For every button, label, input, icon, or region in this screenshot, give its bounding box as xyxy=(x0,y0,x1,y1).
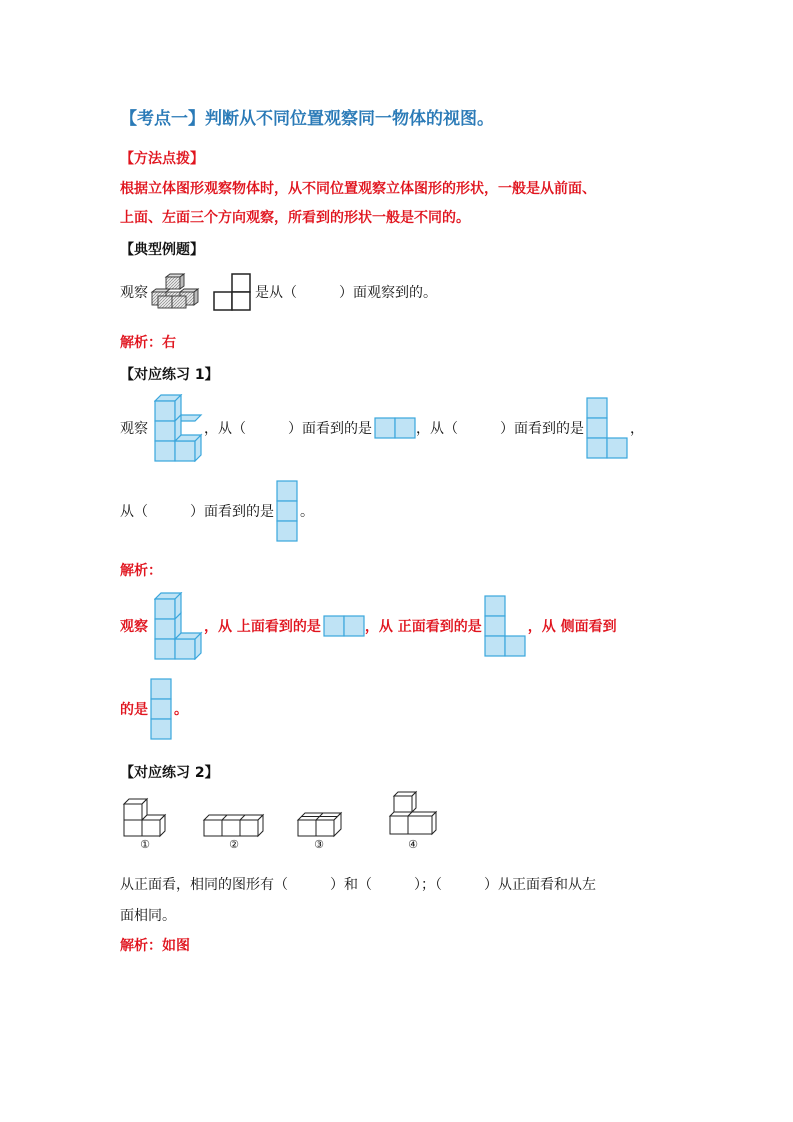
practice2-question-line2: 面相同。 xyxy=(120,908,176,924)
example-answer-label: 解析： xyxy=(120,335,162,351)
practice1-q-part3: ， xyxy=(630,421,644,437)
figure-label-2: ② xyxy=(229,838,239,851)
method-line-1: 根据立体图形观察物体时，从不同位置观察立体图形的形状，一般是从前面、 xyxy=(120,181,596,197)
practice2-question-line1: 从正面看，相同的图形有（ ）和（ ）；（ ）从正面看和从左 xyxy=(120,877,596,893)
practice1-answer-line1 xyxy=(120,592,617,660)
example-question xyxy=(120,272,437,312)
practice1-a-part1: ，从 上面看到的是 xyxy=(204,619,321,635)
example-suffix: 是从（ ）面观察到的。 xyxy=(255,285,437,301)
practice2-answer-label: 解析： xyxy=(120,938,162,954)
practice1-a-line2-b: 。 xyxy=(174,702,188,718)
practice1-a-part3: ，从 侧面看到 xyxy=(527,619,617,635)
example-view-figure xyxy=(212,272,252,312)
example-title: 【典型例题】 xyxy=(120,242,204,258)
practice1-q-part1: ，从（ ）面看到的是 xyxy=(204,421,372,437)
practice1-answer-label: 解析： xyxy=(120,563,162,579)
practice1-q-line2-a: 从（ ）面看到的是 xyxy=(120,504,274,520)
top-view-figure xyxy=(374,417,416,439)
practice1-question-line2 xyxy=(120,480,314,542)
practice1-a-part2: ，从 正面看到的是 xyxy=(364,619,482,635)
figure-label-3: ③ xyxy=(314,838,324,851)
practice2-figure-4 xyxy=(386,790,446,851)
front-view-figure-answer xyxy=(484,595,526,657)
front-view-figure xyxy=(586,397,628,459)
practice1-question-line1 xyxy=(120,394,644,462)
method-line-2: 上面、左面三个方向观察，所看到的形状一般是不同的。 xyxy=(120,210,470,226)
practice1-q-prefix: 观察 xyxy=(120,421,148,437)
practice2-title: 【对应练习 2】 xyxy=(120,765,219,781)
example-answer-value: 右 xyxy=(162,335,176,351)
method-title: 【方法点拨】 xyxy=(120,151,204,167)
figure-label-1: ① xyxy=(140,838,150,851)
practice2-figure-3 xyxy=(296,792,356,851)
practice1-q-line2-b: 。 xyxy=(300,504,314,520)
topic-heading: 【考点一】判断从不同位置观察同一物体的视图。 xyxy=(120,109,494,129)
l-shape-3d-figure xyxy=(154,394,204,462)
example-answer xyxy=(120,332,176,352)
example-prefix: 观察 xyxy=(120,285,148,301)
practice2-figures xyxy=(120,792,450,858)
practice2-answer xyxy=(120,935,190,955)
figure-label-4: ④ xyxy=(408,838,418,851)
practice1-answer-line2 xyxy=(120,678,188,740)
side-view-figure xyxy=(276,480,298,542)
practice1-a-prefix: 观察 xyxy=(120,619,148,635)
practice2-answer-value: 如图 xyxy=(162,938,190,954)
practice1-q-part2: ，从（ ）面看到的是 xyxy=(416,421,584,437)
practice1-title: 【对应练习 1】 xyxy=(120,367,219,383)
l-shape-3d-figure-answer xyxy=(154,592,204,660)
practice2-figure-2 xyxy=(202,792,272,851)
practice2-figure-1 xyxy=(120,792,180,851)
top-view-figure-answer xyxy=(323,615,365,637)
cube-stack-figure xyxy=(150,272,202,312)
practice1-a-line2-a: 的是 xyxy=(120,702,148,718)
side-view-figure-answer xyxy=(150,678,172,740)
